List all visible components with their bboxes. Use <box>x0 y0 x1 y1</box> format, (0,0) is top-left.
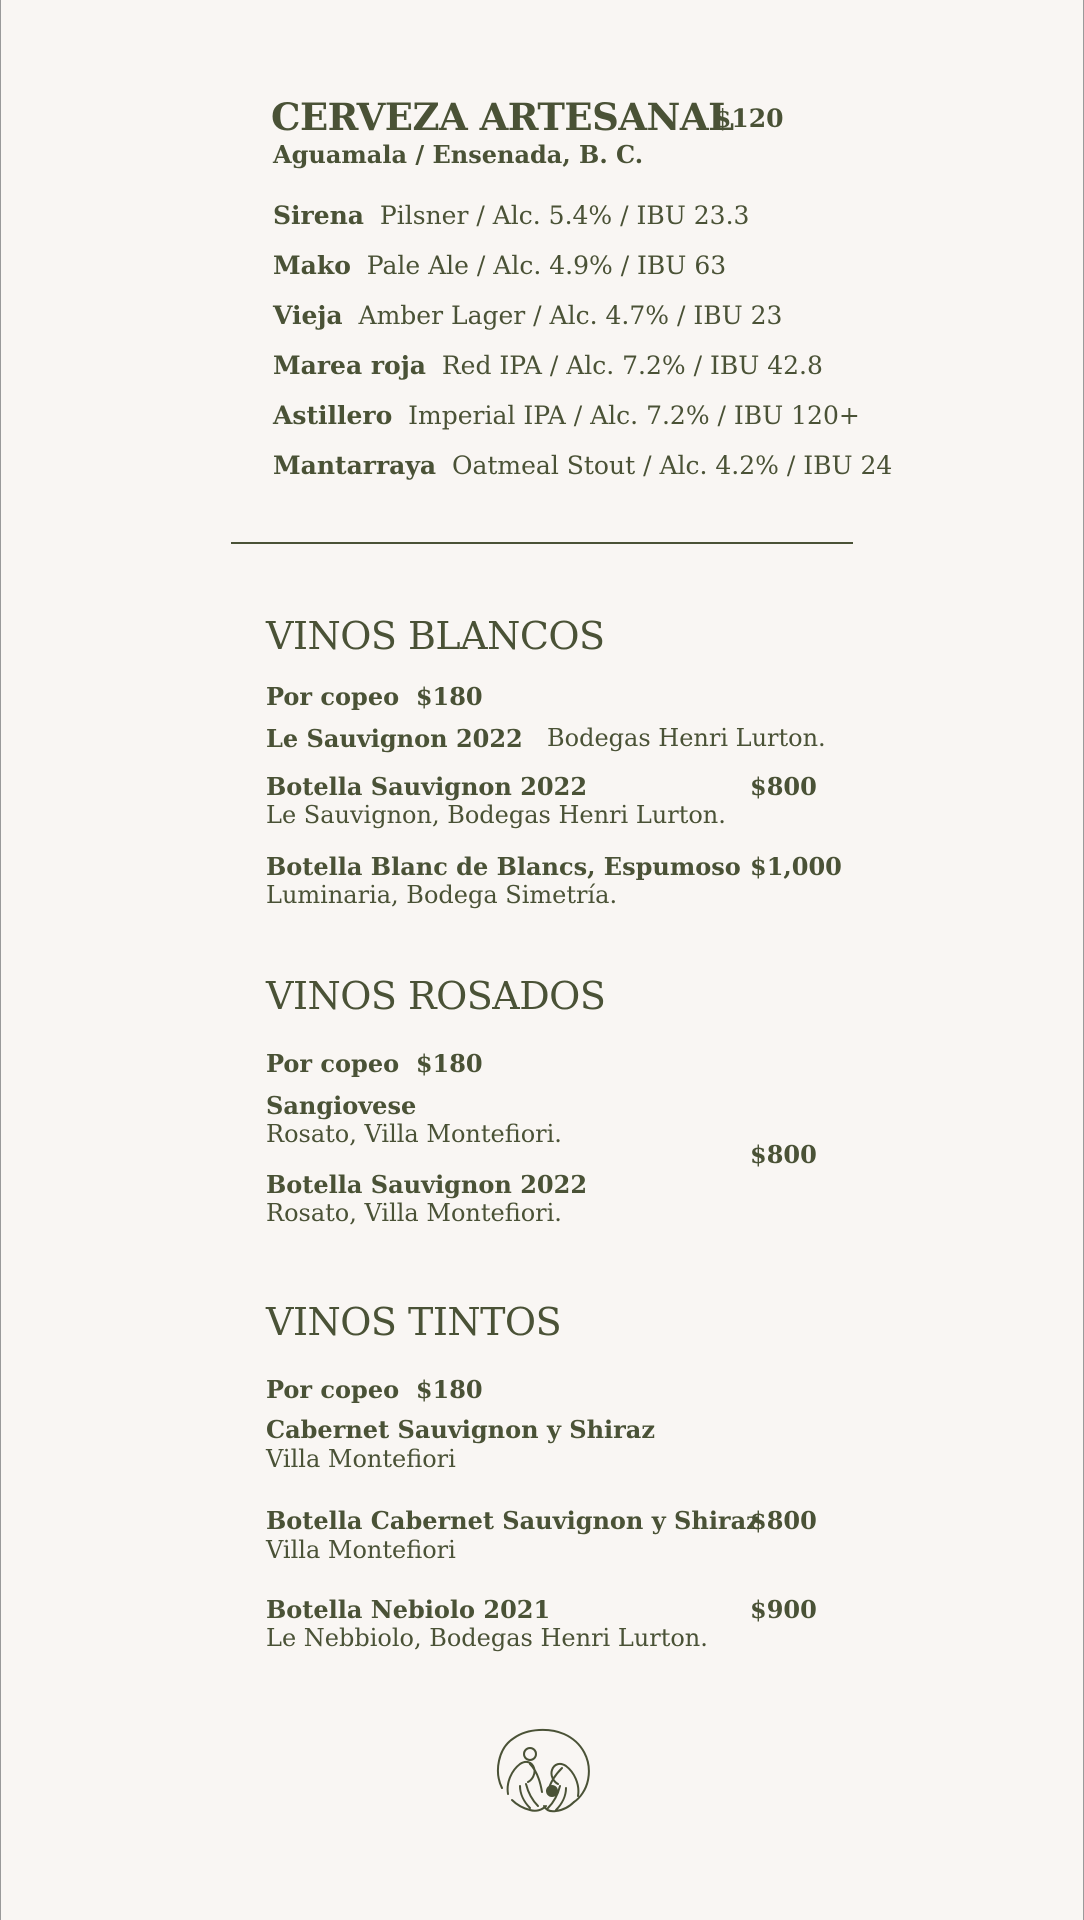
beer-name: Sirena <box>273 201 365 230</box>
copeo-label: Por copeo <box>266 1375 400 1404</box>
tintos-title: VINOS TINTOS <box>266 1300 562 1344</box>
blancos-bottle-name: Botella Sauvignon 2022 <box>266 772 588 801</box>
beer-name: Mako <box>273 251 351 280</box>
rosados-glass-name: Sangiovese <box>266 1091 417 1120</box>
beer-name: Vieja <box>273 301 343 330</box>
section-divider <box>231 542 853 544</box>
tintos-bottle-name: Botella Cabernet Sauvignon y Shiraz <box>266 1506 760 1535</box>
blancos-title: VINOS BLANCOS <box>266 614 605 658</box>
list-item <box>273 251 726 280</box>
tintos-copeo <box>266 1375 483 1404</box>
list-item <box>273 401 860 430</box>
blancos-bottle-desc: Luminaria, Bodega Simetría. <box>266 881 618 909</box>
beer-desc: Amber Lager / Alc. 4.7% / IBU 23 <box>358 301 783 330</box>
blancos-bottle-price: $800 <box>750 772 817 801</box>
tintos-glass-name: Cabernet Sauvignon y Shiraz <box>266 1415 655 1444</box>
beer-name: Mantarraya <box>273 451 437 480</box>
blancos-bottle-price: $1,000 <box>750 852 842 881</box>
copeo-label: Por copeo <box>266 682 400 711</box>
rosados-bottle-desc: Rosato, Villa Montefiori. <box>266 1199 562 1227</box>
list-item <box>273 301 782 330</box>
list-item <box>273 351 823 380</box>
tintos-bottle-name: Botella Nebiolo 2021 <box>266 1595 551 1624</box>
rosados-copeo <box>266 1049 483 1078</box>
rosados-bottle-price: $800 <box>750 1140 817 1169</box>
beer-desc: Pilsner / Alc. 5.4% / IBU 23.3 <box>379 201 750 230</box>
list-item <box>273 451 892 480</box>
blancos-copeo <box>266 682 483 711</box>
beer-name: Marea roja <box>273 351 426 380</box>
tintos-bottle-desc: Villa Montefiori <box>266 1536 456 1564</box>
tintos-bottle-price: $800 <box>750 1506 817 1535</box>
blancos-glass-name: Le Sauvignon 2022 <box>266 724 523 753</box>
blancos-bottle-name: Botella Blanc de Blancs, Espumoso <box>266 852 741 881</box>
beer-name: Astillero <box>273 401 393 430</box>
copeo-price: $180 <box>415 1375 483 1404</box>
beer-title: CERVEZA ARTESANAL <box>271 95 734 139</box>
beer-desc: Oatmeal Stout / Alc. 4.2% / IBU 24 <box>451 451 893 480</box>
list-item <box>273 201 749 230</box>
rosados-title: VINOS ROSADOS <box>266 974 606 1018</box>
blancos-glass-desc: Bodegas Henri Lurton. <box>547 724 826 752</box>
tintos-bottle-desc: Le Nebbiolo, Bodegas Henri Lurton. <box>266 1624 708 1652</box>
copeo-label: Por copeo <box>266 1049 400 1078</box>
rosados-glass-desc: Rosato, Villa Montefiori. <box>266 1120 562 1148</box>
beer-origin: Aguamala / Ensenada, B. C. <box>273 140 644 169</box>
beer-desc: Red IPA / Alc. 7.2% / IBU 42.8 <box>441 351 823 380</box>
hands-holding-seed-icon <box>490 1724 596 1816</box>
tintos-glass-desc: Villa Montefiori <box>266 1445 456 1473</box>
rosados-bottle-name: Botella Sauvignon 2022 <box>266 1170 588 1199</box>
blancos-bottle-desc: Le Sauvignon, Bodegas Henri Lurton. <box>266 801 726 829</box>
beer-price: $120 <box>714 104 784 133</box>
tintos-bottle-price: $900 <box>750 1595 817 1624</box>
copeo-price: $180 <box>415 682 483 711</box>
beer-desc: Pale Ale / Alc. 4.9% / IBU 63 <box>366 251 727 280</box>
copeo-price: $180 <box>415 1049 483 1078</box>
beer-desc: Imperial IPA / Alc. 7.2% / IBU 120+ <box>408 401 860 430</box>
